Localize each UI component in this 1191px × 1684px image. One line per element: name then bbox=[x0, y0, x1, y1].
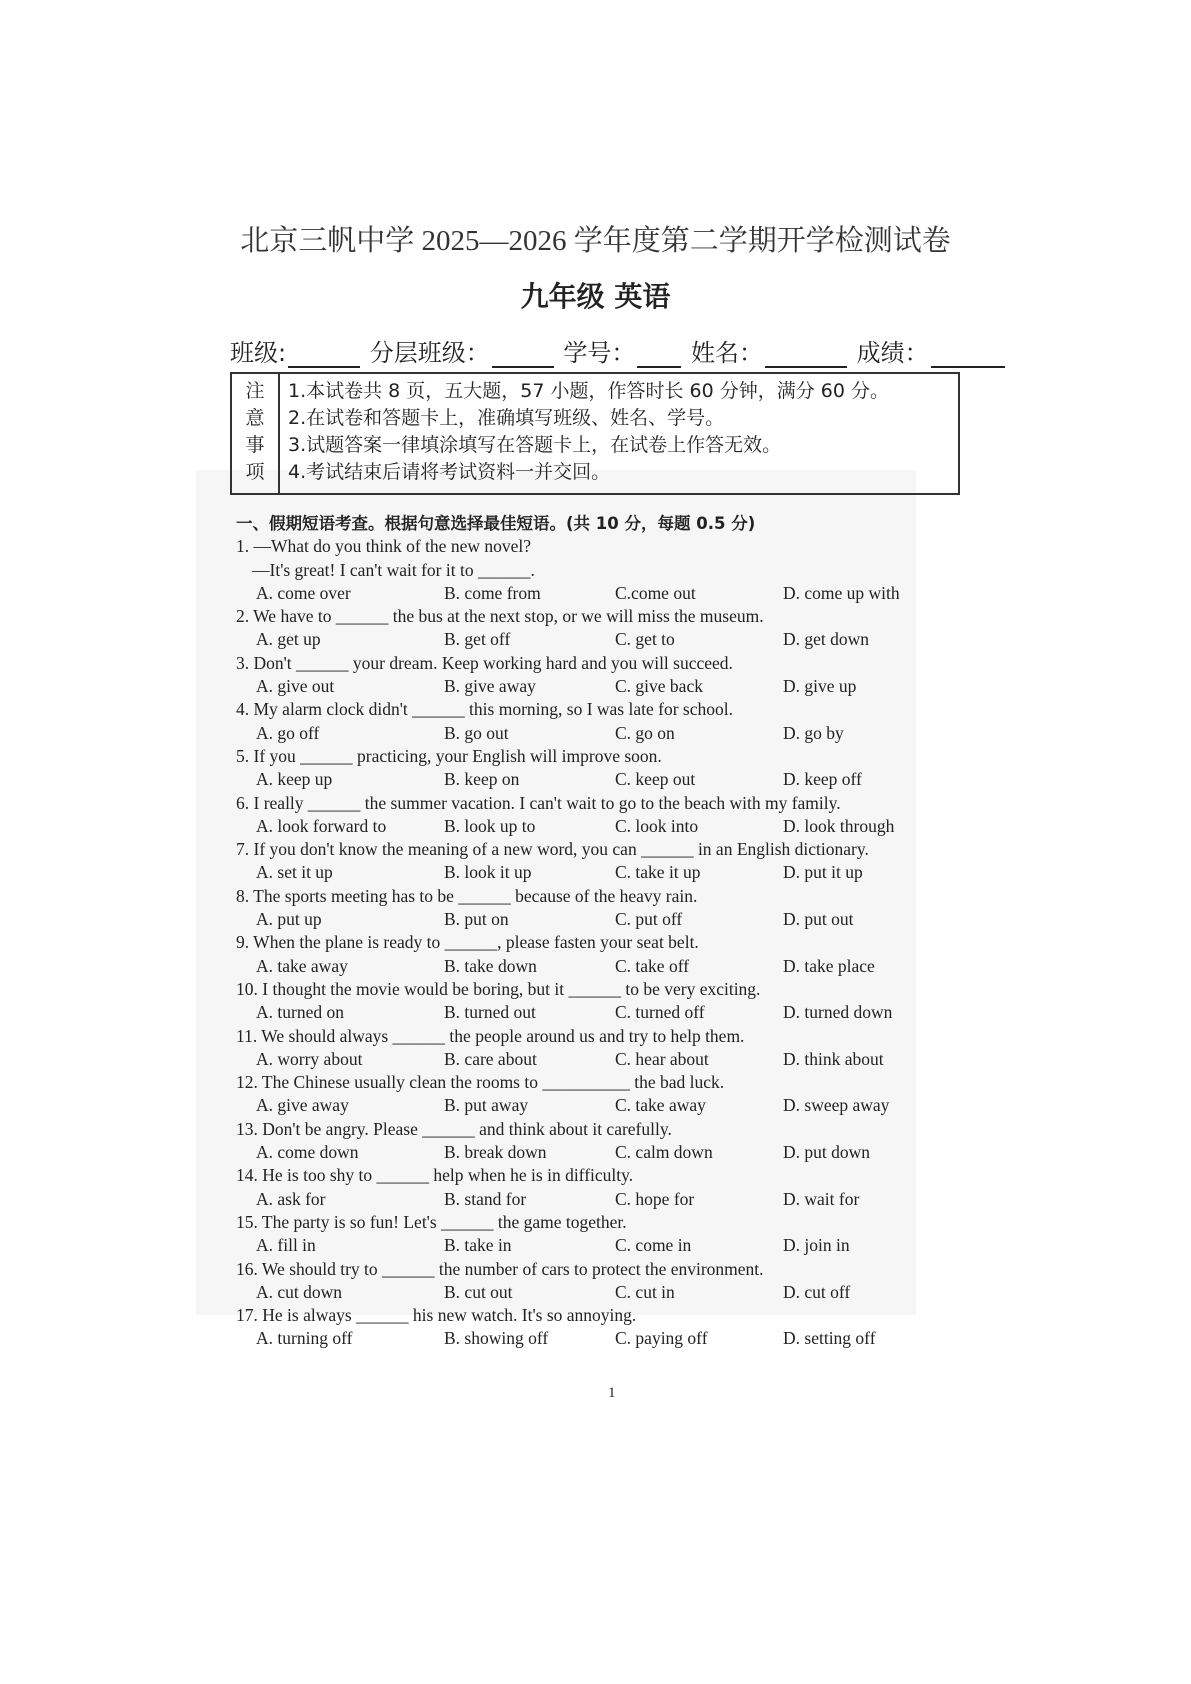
question-stem: 9. When the plane is ready to ______, please fasten your seat belt. bbox=[236, 932, 699, 953]
option: D. put it up bbox=[783, 862, 863, 883]
name-label: 姓名： bbox=[691, 339, 764, 367]
question-stem: 4. My alarm clock didn't ______ this morning, so I was late for school. bbox=[236, 699, 733, 720]
question-stem-line2: —It's great! I can't wait for it to ______. bbox=[252, 559, 535, 580]
question-stem: 1. —What do you think of the new novel? bbox=[236, 536, 532, 557]
notice-item: 4.考试结束后请将考试资料一并交回。 bbox=[288, 461, 611, 483]
question-options bbox=[236, 582, 956, 605]
question-options bbox=[236, 768, 956, 791]
question-options bbox=[236, 1094, 956, 1117]
notice-label-char: 事 bbox=[245, 434, 265, 456]
option: B. get off bbox=[444, 629, 511, 650]
option: D. think about bbox=[783, 1048, 884, 1069]
question-stem: 5. If you ______ practicing, your English will improve soon. bbox=[236, 745, 662, 766]
option: B. give away bbox=[444, 676, 536, 697]
question-stem: 14. He is too shy to ______ help when he is in difficulty. bbox=[236, 1165, 634, 1186]
notice-label-char: 注 bbox=[245, 380, 265, 402]
option: A. come over bbox=[256, 582, 351, 603]
question-stem: 7. If you don't know the meaning of a new word, you can ______ in an English dictionary. bbox=[236, 839, 869, 860]
option: D. go by bbox=[783, 722, 844, 743]
option: B. put away bbox=[444, 1095, 529, 1116]
option: C.come out bbox=[615, 582, 696, 603]
question-options bbox=[236, 815, 956, 838]
option: A. get up bbox=[256, 629, 321, 650]
question-options bbox=[236, 1234, 956, 1257]
option: D. keep off bbox=[783, 769, 862, 790]
question-options bbox=[236, 861, 956, 884]
option: C. put off bbox=[615, 909, 683, 930]
option: B. look it up bbox=[444, 862, 532, 883]
score-blank bbox=[931, 342, 1005, 368]
question-stem: 6. I really ______ the summer vacation. I can't wait to go to the beach with my family. bbox=[236, 792, 841, 813]
notice-label bbox=[232, 374, 280, 493]
question-options bbox=[236, 1327, 956, 1350]
option: B. look up to bbox=[444, 815, 536, 836]
option: C. paying off bbox=[615, 1328, 708, 1349]
name-blank bbox=[765, 342, 847, 368]
question-stem: 13. Don't be angry. Please ______ and think about it carefully. bbox=[236, 1118, 672, 1139]
option: A. look forward to bbox=[256, 815, 387, 836]
score-label: 成绩： bbox=[856, 339, 929, 367]
option: D. setting off bbox=[783, 1328, 876, 1349]
student-info-line bbox=[230, 333, 1007, 368]
option: A. turned on bbox=[256, 1002, 344, 1023]
option: A. go off bbox=[256, 722, 320, 743]
option: B. stand for bbox=[444, 1188, 527, 1209]
option: B. come from bbox=[444, 582, 541, 603]
option: C. get to bbox=[615, 629, 675, 650]
student-id-label: 学号： bbox=[563, 339, 636, 367]
option: C. hear about bbox=[615, 1048, 709, 1069]
option: D. sweep away bbox=[783, 1095, 890, 1116]
question-options bbox=[236, 628, 956, 651]
option: D. get down bbox=[783, 629, 870, 650]
option: D. take place bbox=[783, 955, 875, 976]
exam-title: 北京三帆中学 2025—2026 学年度第二学期开学检测试卷 bbox=[240, 225, 951, 257]
option: C. take it up bbox=[615, 862, 701, 883]
option: B. take in bbox=[444, 1235, 512, 1256]
option: A. ask for bbox=[256, 1188, 326, 1209]
student-id-blank bbox=[637, 342, 681, 368]
option: C. look into bbox=[615, 815, 699, 836]
question-stem: 8. The sports meeting has to be ______ because of the heavy rain. bbox=[236, 885, 698, 906]
option: A. turning off bbox=[256, 1328, 353, 1349]
option: A. worry about bbox=[256, 1048, 363, 1069]
question-options bbox=[236, 675, 956, 698]
question-options bbox=[236, 908, 956, 931]
option: A. keep up bbox=[256, 769, 333, 790]
question-options bbox=[236, 955, 956, 978]
option: B. care about bbox=[444, 1048, 537, 1069]
option: C. keep out bbox=[615, 769, 696, 790]
notice-item: 3.试题答案一律填涂填写在答题卡上，在试卷上作答无效。 bbox=[288, 434, 782, 456]
option: C. take off bbox=[615, 955, 690, 976]
question-options bbox=[236, 1141, 956, 1164]
option: D. give up bbox=[783, 676, 857, 697]
layer-class-label: 分层班级： bbox=[369, 339, 490, 367]
option: B. cut out bbox=[444, 1281, 513, 1302]
option: A. cut down bbox=[256, 1281, 343, 1302]
notice-box bbox=[230, 372, 960, 495]
option: D. cut off bbox=[783, 1281, 851, 1302]
option: A. set it up bbox=[256, 862, 333, 883]
option: D. come up with bbox=[783, 582, 900, 603]
option: A. fill in bbox=[256, 1235, 316, 1256]
question-options bbox=[236, 1048, 956, 1071]
notice-items bbox=[280, 374, 889, 493]
option: D. join in bbox=[783, 1235, 850, 1256]
question-stem: 16. We should try to ______ the number of cars to protect the environment. bbox=[236, 1258, 764, 1279]
option: C. turned off bbox=[615, 1002, 705, 1023]
option: A. give out bbox=[256, 676, 335, 697]
option: D. put down bbox=[783, 1142, 871, 1163]
option: B. put on bbox=[444, 909, 509, 930]
option: B. take down bbox=[444, 955, 537, 976]
question-stem: 12. The Chinese usually clean the rooms to __________ the bad luck. bbox=[236, 1072, 725, 1093]
question-stem: 11. We should always ______ the people around us and try to help them. bbox=[236, 1025, 745, 1046]
option: A. take away bbox=[256, 955, 348, 976]
option: C. hope for bbox=[615, 1188, 695, 1209]
section-heading: 一、假期短语考查。根据句意选择最佳短语。(共 10 分，每题 0.5 分) bbox=[236, 514, 756, 533]
option: B. break down bbox=[444, 1142, 547, 1163]
option: D. put out bbox=[783, 909, 854, 930]
question-options bbox=[236, 1001, 956, 1024]
option: A. put up bbox=[256, 909, 322, 930]
option: C. come in bbox=[615, 1235, 692, 1256]
option: B. turned out bbox=[444, 1002, 536, 1023]
exam-subtitle: 九年级 英语 bbox=[520, 280, 671, 313]
notice-label-char: 项 bbox=[245, 461, 265, 483]
option: B. go out bbox=[444, 722, 509, 743]
class-label: 班级: bbox=[230, 339, 287, 367]
option: A. come down bbox=[256, 1142, 359, 1163]
class-blank bbox=[288, 342, 360, 368]
question-stem: 17. He is always ______ his new watch. It's so annoying. bbox=[236, 1305, 637, 1326]
question-options bbox=[236, 1188, 956, 1211]
notice-item: 1.本试卷共 8 页，五大题，57 小题，作答时长 60 分钟，满分 60 分。 bbox=[288, 380, 890, 402]
question-stem: 3. Don't ______ your dream. Keep working hard and you will succeed. bbox=[236, 652, 733, 673]
notice-item: 2.在试卷和答题卡上，准确填写班级、姓名、学号。 bbox=[288, 407, 725, 429]
question-section bbox=[236, 512, 956, 1351]
option: D. turned down bbox=[783, 1002, 893, 1023]
option: C. calm down bbox=[615, 1142, 713, 1163]
question-options bbox=[236, 1281, 956, 1304]
layer-class-blank bbox=[492, 342, 554, 368]
question-stem: 10. I thought the movie would be boring, but it ______ to be very exciting. bbox=[236, 978, 761, 999]
option: C. cut in bbox=[615, 1281, 675, 1302]
option: C. take away bbox=[615, 1095, 706, 1116]
option: A. give away bbox=[256, 1095, 349, 1116]
option: B. showing off bbox=[444, 1328, 549, 1349]
option: D. look through bbox=[783, 815, 895, 836]
option: B. keep on bbox=[444, 769, 520, 790]
question-stem: 2. We have to ______ the bus at the next stop, or we will miss the museum. bbox=[236, 606, 764, 627]
option: C. go on bbox=[615, 722, 675, 743]
question-stem: 15. The party is so fun! Let's ______ the game together. bbox=[236, 1211, 627, 1232]
option: C. give back bbox=[615, 676, 703, 697]
question-options bbox=[236, 722, 956, 745]
option: D. wait for bbox=[783, 1188, 860, 1209]
notice-label-char: 意 bbox=[245, 407, 265, 429]
page-number: 1 bbox=[608, 1385, 616, 1401]
